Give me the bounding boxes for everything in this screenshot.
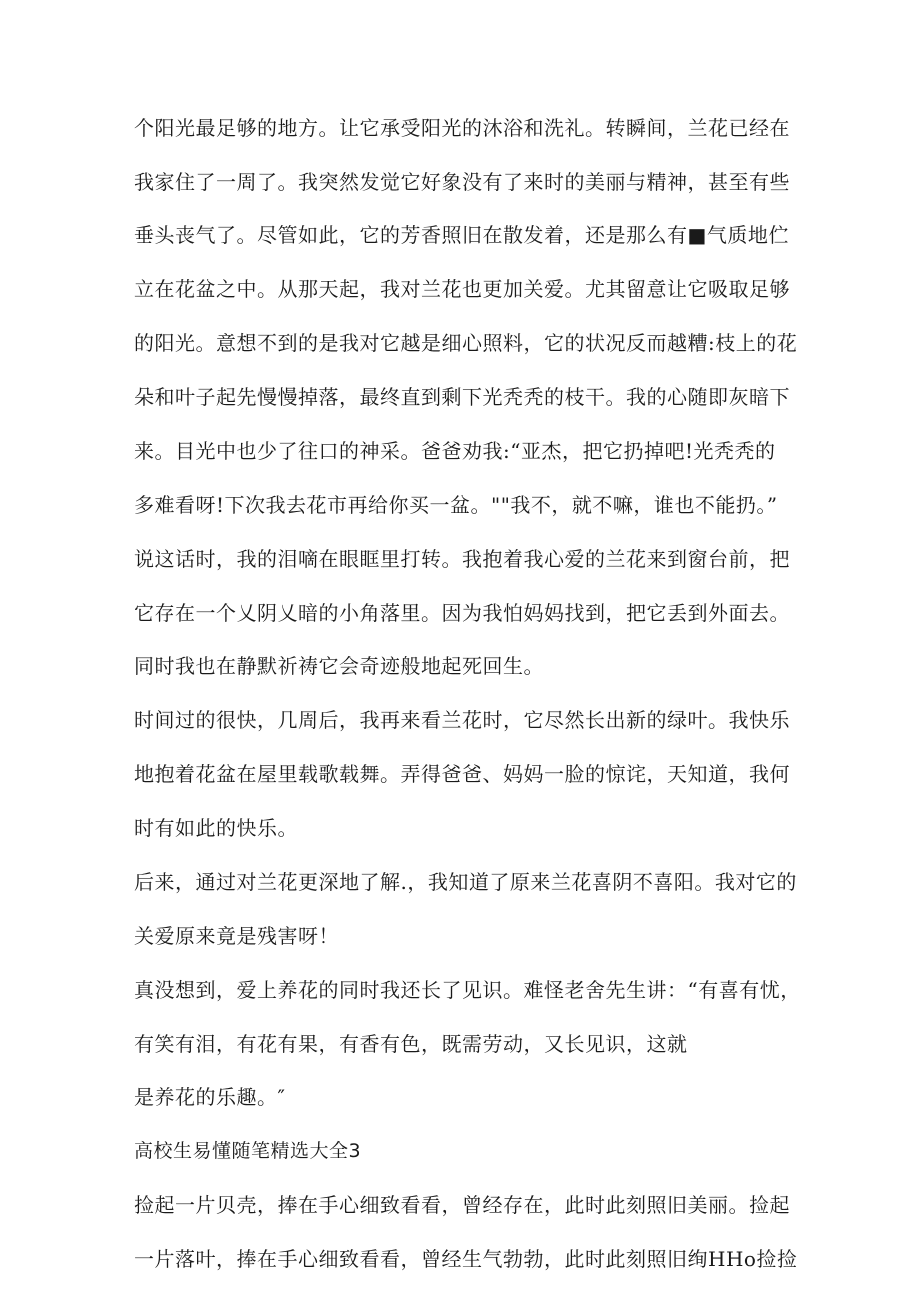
text-line-1: 个阳光最足够的地方。让它承受阳光的沐浴和洗礼。转瞬间，兰花已经在 <box>134 116 790 140</box>
text-line-15: 后来，通过对兰花更深地了解.，我知道了原来兰花喜阴不喜阳。我对它的 <box>134 870 797 894</box>
text-line-8: 多难看呀!下次我去花市再给你买一盆。""我不，就不嘛，谁也不能扔。” <box>134 493 778 517</box>
text-line-17: 真没想到，爱上养花的同时我还长了见识。难怪老舍先生讲：“有喜有忧， <box>134 978 801 1002</box>
text-line-2: 我家住了一周了。我突然发觉它好象没有了来时的美丽与精神，甚至有些 <box>134 170 790 194</box>
text-line-5: 的阳光。意想不到的是我对它越是细心照料，它的状况反而越糟:枝上的花 <box>134 331 798 355</box>
text-line-3: 垂头丧气了。尽管如此，它的芳香照旧在散发着，还是那么有■气质地伫 <box>134 223 789 247</box>
text-line-10: 它存在一个乂阴乂暗的小角落里。因为我怕妈妈找到，把它丢到外面去。 <box>134 601 790 625</box>
text-line-6: 朵和叶子起先慢慢掉落，最终直到剩下光秃秃的枝干。我的心随即灰暗下 <box>134 385 790 409</box>
text-line-12: 时间过的很快，几周后，我再来看兰花时，它尽然长出新的绿叶。我快乐 <box>134 708 790 732</box>
text-line-9: 说这话时，我的泪嘀在眼眶里打转。我抱着我心爱的兰花来到窗台前，把 <box>134 547 790 571</box>
text-line-19: 是养花的乐趣。″ <box>134 1085 286 1109</box>
text-line-7: 来。目光中也少了往口的神采。爸爸劝我:“亚杰，把它扔掉吧!光秃秃的 <box>134 439 776 463</box>
text-line-20: 捡起一片贝壳，捧在手心细致看看，曾经存在，此时此刻照旧美丽。捡起 <box>134 1193 790 1217</box>
text-line-4: 立在花盆之中。从那天起，我对兰花也更加关爱。尤其留意让它吸取足够 <box>134 277 790 301</box>
text-line-16: 关爱原来竟是残害呀！ <box>134 924 339 948</box>
text-line-11: 同时我也在静默祈祷它会奇迹般地起死回生。 <box>134 654 544 678</box>
text-line-18: 有笑有泪，有花有果，有香有色，既需劳动，又长见识，这就 <box>134 1032 688 1056</box>
text-line-21: 一片落叶，捧在手心细致看看，曾经生气勃勃，此时此刻照旧绚HHo捡捡 <box>134 1247 798 1271</box>
text-line-13: 地抱着花盆在屋里载歌载舞。弄得爸爸、妈妈一脸的惊诧，天知道，我何 <box>134 762 790 786</box>
text-line-14: 时有如此的快乐。 <box>134 816 298 840</box>
section-heading: 高校生易懂随笔精选大全3 <box>134 1140 362 1162</box>
